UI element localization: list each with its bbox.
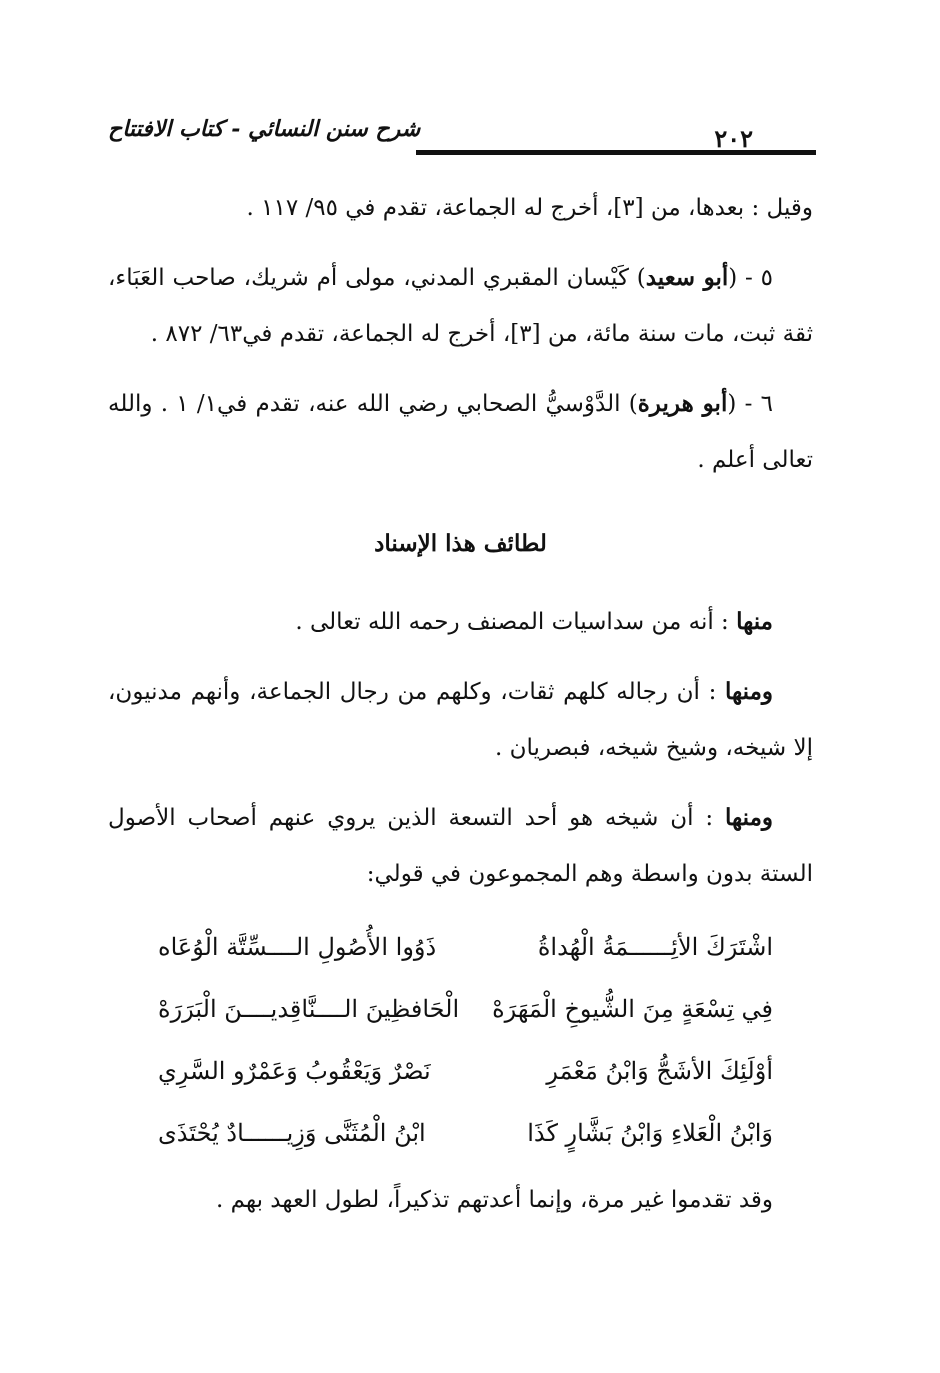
point-3-label: ومنها (725, 804, 773, 831)
closing-paragraph: وقد تقدموا غير مرة، وإنما أعدتهم تذكيراً، لطول العهد بهم . (216, 1187, 773, 1213)
page-number: ٢٠٢ (714, 124, 753, 153)
verse-second-hemistich: نَصْرٌ وَيَعْقُوبُ وَعَمْرٌو السَّرِي (158, 1057, 431, 1085)
point-3-text: : أن شيخه هو أحد التسعة الذين يروي عنهم أصحاب الأصول الستة بدون واسطة وهم المجموعون في قولي: (108, 805, 813, 887)
poem (108, 916, 813, 1164)
poem-verse (108, 1102, 813, 1164)
paragraph-2-number: ٥ - ( (728, 265, 773, 291)
point-2 (108, 664, 813, 776)
paragraph-2-text: ) كَيْسان المقبري المدني، مولى أم شريك، صاحب العَبَاء، ثقة ثبت، مات سنة مائة، من [٣]، أخرج له الجماعة، تقدم في٦٣/ ٨٧٢ . (108, 265, 813, 347)
paragraph-1: وقيل : بعدها، من [٣]، أخرج له الجماعة، تقدم في ٩٥/ ١١٧ . (246, 195, 813, 221)
section-heading: لطائف هذا الإسناد (374, 530, 547, 557)
paragraph-3-text: ) الدَّوْسيُّ الصحابي رضي الله عنه، تقدم في١/ ١ . والله تعالى أعلم . (108, 391, 813, 473)
point-1 (108, 594, 813, 650)
point-1-label: منها (736, 608, 773, 635)
poem-verse (108, 1040, 813, 1102)
page-header (108, 112, 813, 158)
header-dash (776, 150, 816, 155)
verse-second-hemistich: الْحَافظِينَ الــــنَّاقِديــــنَ الْبَرَرَهْ (158, 995, 460, 1023)
narrator-name-abu-hurayra: أبو هريرة (637, 390, 728, 417)
verse-first-hemistich: فِي تِسْعَةٍ مِنَ الشُّيوخِ الْمَهَرَهْ (492, 995, 773, 1023)
point-3 (108, 790, 813, 902)
verse-second-hemistich: ابْنُ الْمُثَنَّى وَزِيــــــادٌ يُحْتَذَى (158, 1119, 426, 1147)
verse-first-hemistich: اشْتَرَكَ الأئِــــــمَةُ الْهُداةُ (537, 933, 773, 961)
point-2-text: : أن رجاله كلهم ثقات، وكلهم من رجال الجماعة، وأنهم مدنيون، إلا شيخه، وشيخ شيخه، فبصريان . (108, 679, 813, 761)
poem-verse (108, 916, 813, 978)
verse-second-hemistich: ذَوُوا الأُصُولِ الــــسِّتَّة الْوُعَاه (158, 933, 437, 961)
verse-first-hemistich: أوْلَئِكَ الأشَجُّ وَابْنُ مَعْمَرِ (546, 1057, 773, 1085)
paragraph-2 (108, 250, 813, 362)
poem-verse (108, 978, 813, 1040)
running-title: شرح سنن النسائي - كتاب الافتتاح (108, 116, 421, 142)
paragraph-3-number: ٦ - ( (727, 391, 773, 417)
paragraph-3 (108, 376, 813, 488)
point-1-text: : أنه من سداسيات المصنف رحمه الله تعالى . (295, 609, 729, 635)
point-2-label: ومنها (725, 678, 773, 705)
narrator-name-abu-said: أبو سعيد (645, 264, 729, 291)
page-body (108, 180, 813, 1242)
verse-first-hemistich: وَابْنُ الْعَلاءِ وَابْنُ بَشَّارٍ كَذَا (527, 1119, 773, 1147)
